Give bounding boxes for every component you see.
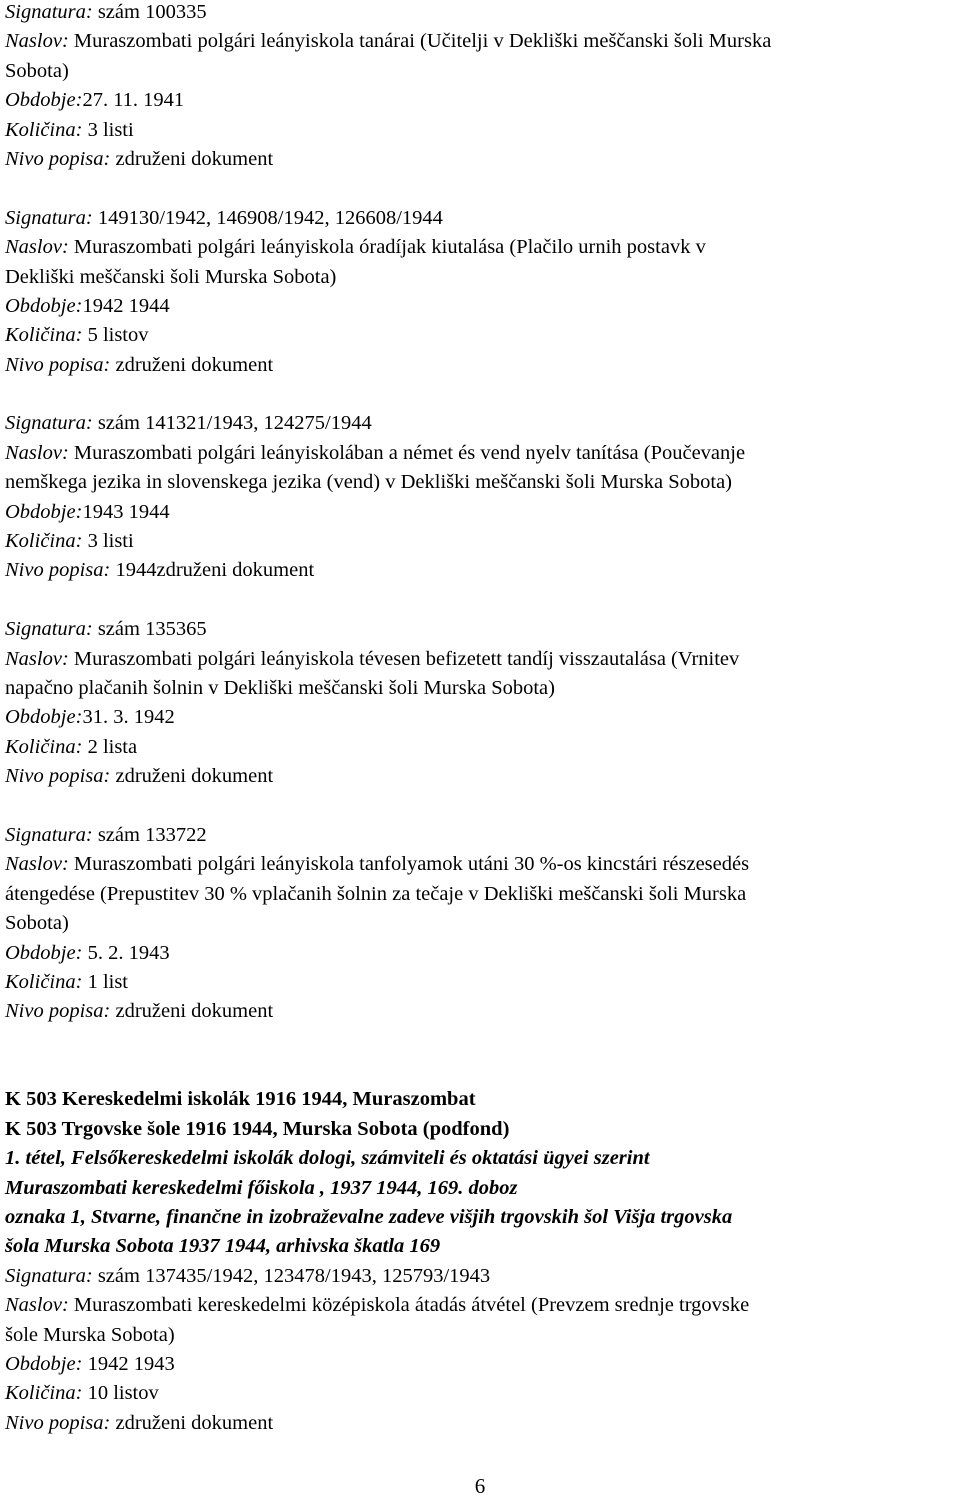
tetel-line: 1. tétel, Felsőkereskedelmi iskolák dologi, számviteli és oktatási ügyei szerint (5, 1147, 650, 1170)
oznaka-line: oznaka 1, Stvarne, finančne in izobraževalne zadeve višjih trgovskih šol Višja trgovska (5, 1206, 733, 1229)
signatura-label: Signatura: (5, 1, 93, 23)
obdobje-label: Obdobje: (5, 941, 83, 964)
obdobje-value: 27. 11. 1941 (82, 89, 185, 112)
naslov-label: Naslov: (5, 853, 69, 876)
kolicina-value: 10 listov (82, 1382, 159, 1405)
signatura-label: Signatura: (5, 412, 93, 435)
obdobje-label: Obdobje: (5, 500, 83, 523)
obdobje-label: Obdobje: (5, 706, 83, 729)
naslov-value: Muraszombati polgári leányiskolában a német és vend nyelv tanítása (Poučevanje (68, 441, 746, 464)
obdobje-value: 31. 3. 1942 (82, 706, 175, 729)
kolicina-label: Količina: (5, 530, 83, 553)
naslov-value: Muraszombati polgári leányiskola tanárai (Učitelji v Dekliški meščanski šoli Murska (68, 30, 772, 53)
signatura-label: Signatura: (5, 1264, 93, 1287)
nivo-value: združeni dokument (110, 353, 274, 376)
oznaka-line: šola Murska Sobota 1937 1944, arhivska škatla 169 (5, 1235, 441, 1258)
nivo-label: Nivo popisa: (5, 1000, 111, 1023)
naslov-label: Naslov: (5, 647, 69, 670)
fond-title-sl: K 503 Trgovske šole 1916 1944, Murska Sobota (podfond) (5, 1117, 510, 1140)
kolicina-label: Količina: (5, 1382, 83, 1405)
kolicina-label: Količina: (5, 970, 83, 993)
naslov-value: Muraszombati polgári leányiskola tévesen befizetett tandíj visszautalása (Vrnitev (68, 647, 740, 670)
nivo-label: Nivo popisa: (5, 559, 111, 582)
obdobje-label: Obdobje: (5, 89, 83, 112)
tetel-line: Muraszombati kereskedelmi főiskola , 1937 1944, 169. doboz (5, 1176, 518, 1199)
kolicina-value: 5 listov (82, 324, 149, 347)
record-entry (5, 0, 955, 174)
obdobje-value: 1942 1943 (82, 1352, 175, 1375)
signatura-value: szám 133722 (92, 823, 207, 846)
signatura-value: szám 100335 (92, 1, 207, 23)
document-page (5, 0, 955, 1438)
fond-title-hu: K 503 Kereskedelmi iskolák 1916 1944, Muraszombat (5, 1088, 476, 1111)
naslov-value-cont: šole Murska Sobota) (5, 1323, 175, 1346)
record-entry (5, 821, 955, 1027)
naslov-value-cont: Dekliški meščanski šoli Murska Sobota) (5, 265, 337, 288)
record-entry (5, 409, 955, 585)
nivo-value: združeni dokument (110, 147, 274, 170)
naslov-value-cont: átengedése (Prepustitev 30 % vplačanih šolnin za tečaje v Dekliški meščanski šoli Murska (5, 882, 747, 905)
signatura-label: Signatura: (5, 823, 93, 846)
obdobje-label: Obdobje: (5, 1352, 83, 1375)
nivo-label: Nivo popisa: (5, 353, 111, 376)
naslov-value: Muraszombati polgári leányiskola óradíjak kiutalása (Plačilo urnih postavk v (68, 236, 706, 259)
signatura-value: szám 137435/1942, 123478/1943, 125793/1943 (92, 1264, 491, 1287)
signatura-value: 149130/1942, 146908/1942, 126608/1944 (92, 206, 443, 229)
record-entry (5, 615, 955, 791)
kolicina-value: 3 listi (82, 118, 134, 141)
kolicina-value: 2 lista (82, 735, 138, 758)
nivo-label: Nivo popisa: (5, 765, 111, 788)
naslov-value-cont: Sobota) (5, 912, 69, 935)
naslov-label: Naslov: (5, 30, 69, 53)
kolicina-value: 1 list (82, 970, 129, 993)
record-entry (5, 204, 955, 380)
obdobje-value: 5. 2. 1943 (82, 941, 170, 964)
signatura-value: szám 141321/1943, 124275/1944 (92, 412, 372, 435)
kolicina-value: 3 listi (82, 530, 134, 553)
kolicina-label: Količina: (5, 118, 83, 141)
naslov-value-cont: napačno plačanih šolnin v Dekliški meščanski šoli Murska Sobota) (5, 676, 555, 699)
naslov-label: Naslov: (5, 441, 69, 464)
naslov-label: Naslov: (5, 236, 69, 259)
naslov-value-cont: nemškega jezika in slovenskega jezika (vend) v Dekliški meščanski šoli Murska Sobota) (5, 471, 732, 494)
nivo-label: Nivo popisa: (5, 147, 111, 170)
naslov-value: Muraszombati polgári leányiskola tanfolyamok utáni 30 %-os kincstári részesedés (68, 853, 750, 876)
fond-heading (5, 1085, 955, 1261)
kolicina-label: Količina: (5, 324, 83, 347)
signatura-label: Signatura: (5, 618, 93, 641)
kolicina-label: Količina: (5, 735, 83, 758)
signatura-value: szám 135365 (92, 618, 207, 641)
nivo-label: Nivo popisa: (5, 1411, 111, 1434)
obdobje-value: 1943 1944 (82, 500, 170, 523)
nivo-value: 1944združeni dokument (110, 559, 315, 582)
nivo-value: združeni dokument (110, 1411, 274, 1434)
nivo-value: združeni dokument (110, 1000, 274, 1023)
page-number: 6 (474, 1474, 486, 1498)
naslov-value: Muraszombati kereskedelmi középiskola átadás átvétel (Prevzem srednje trgovske (68, 1294, 750, 1317)
naslov-label: Naslov: (5, 1294, 69, 1317)
nivo-value: združeni dokument (110, 765, 274, 788)
obdobje-value: 1942 1944 (82, 294, 170, 317)
record-entry (5, 1262, 955, 1438)
naslov-value-cont: Sobota) (5, 59, 69, 82)
signatura-label: Signatura: (5, 206, 93, 229)
obdobje-label: Obdobje: (5, 294, 83, 317)
